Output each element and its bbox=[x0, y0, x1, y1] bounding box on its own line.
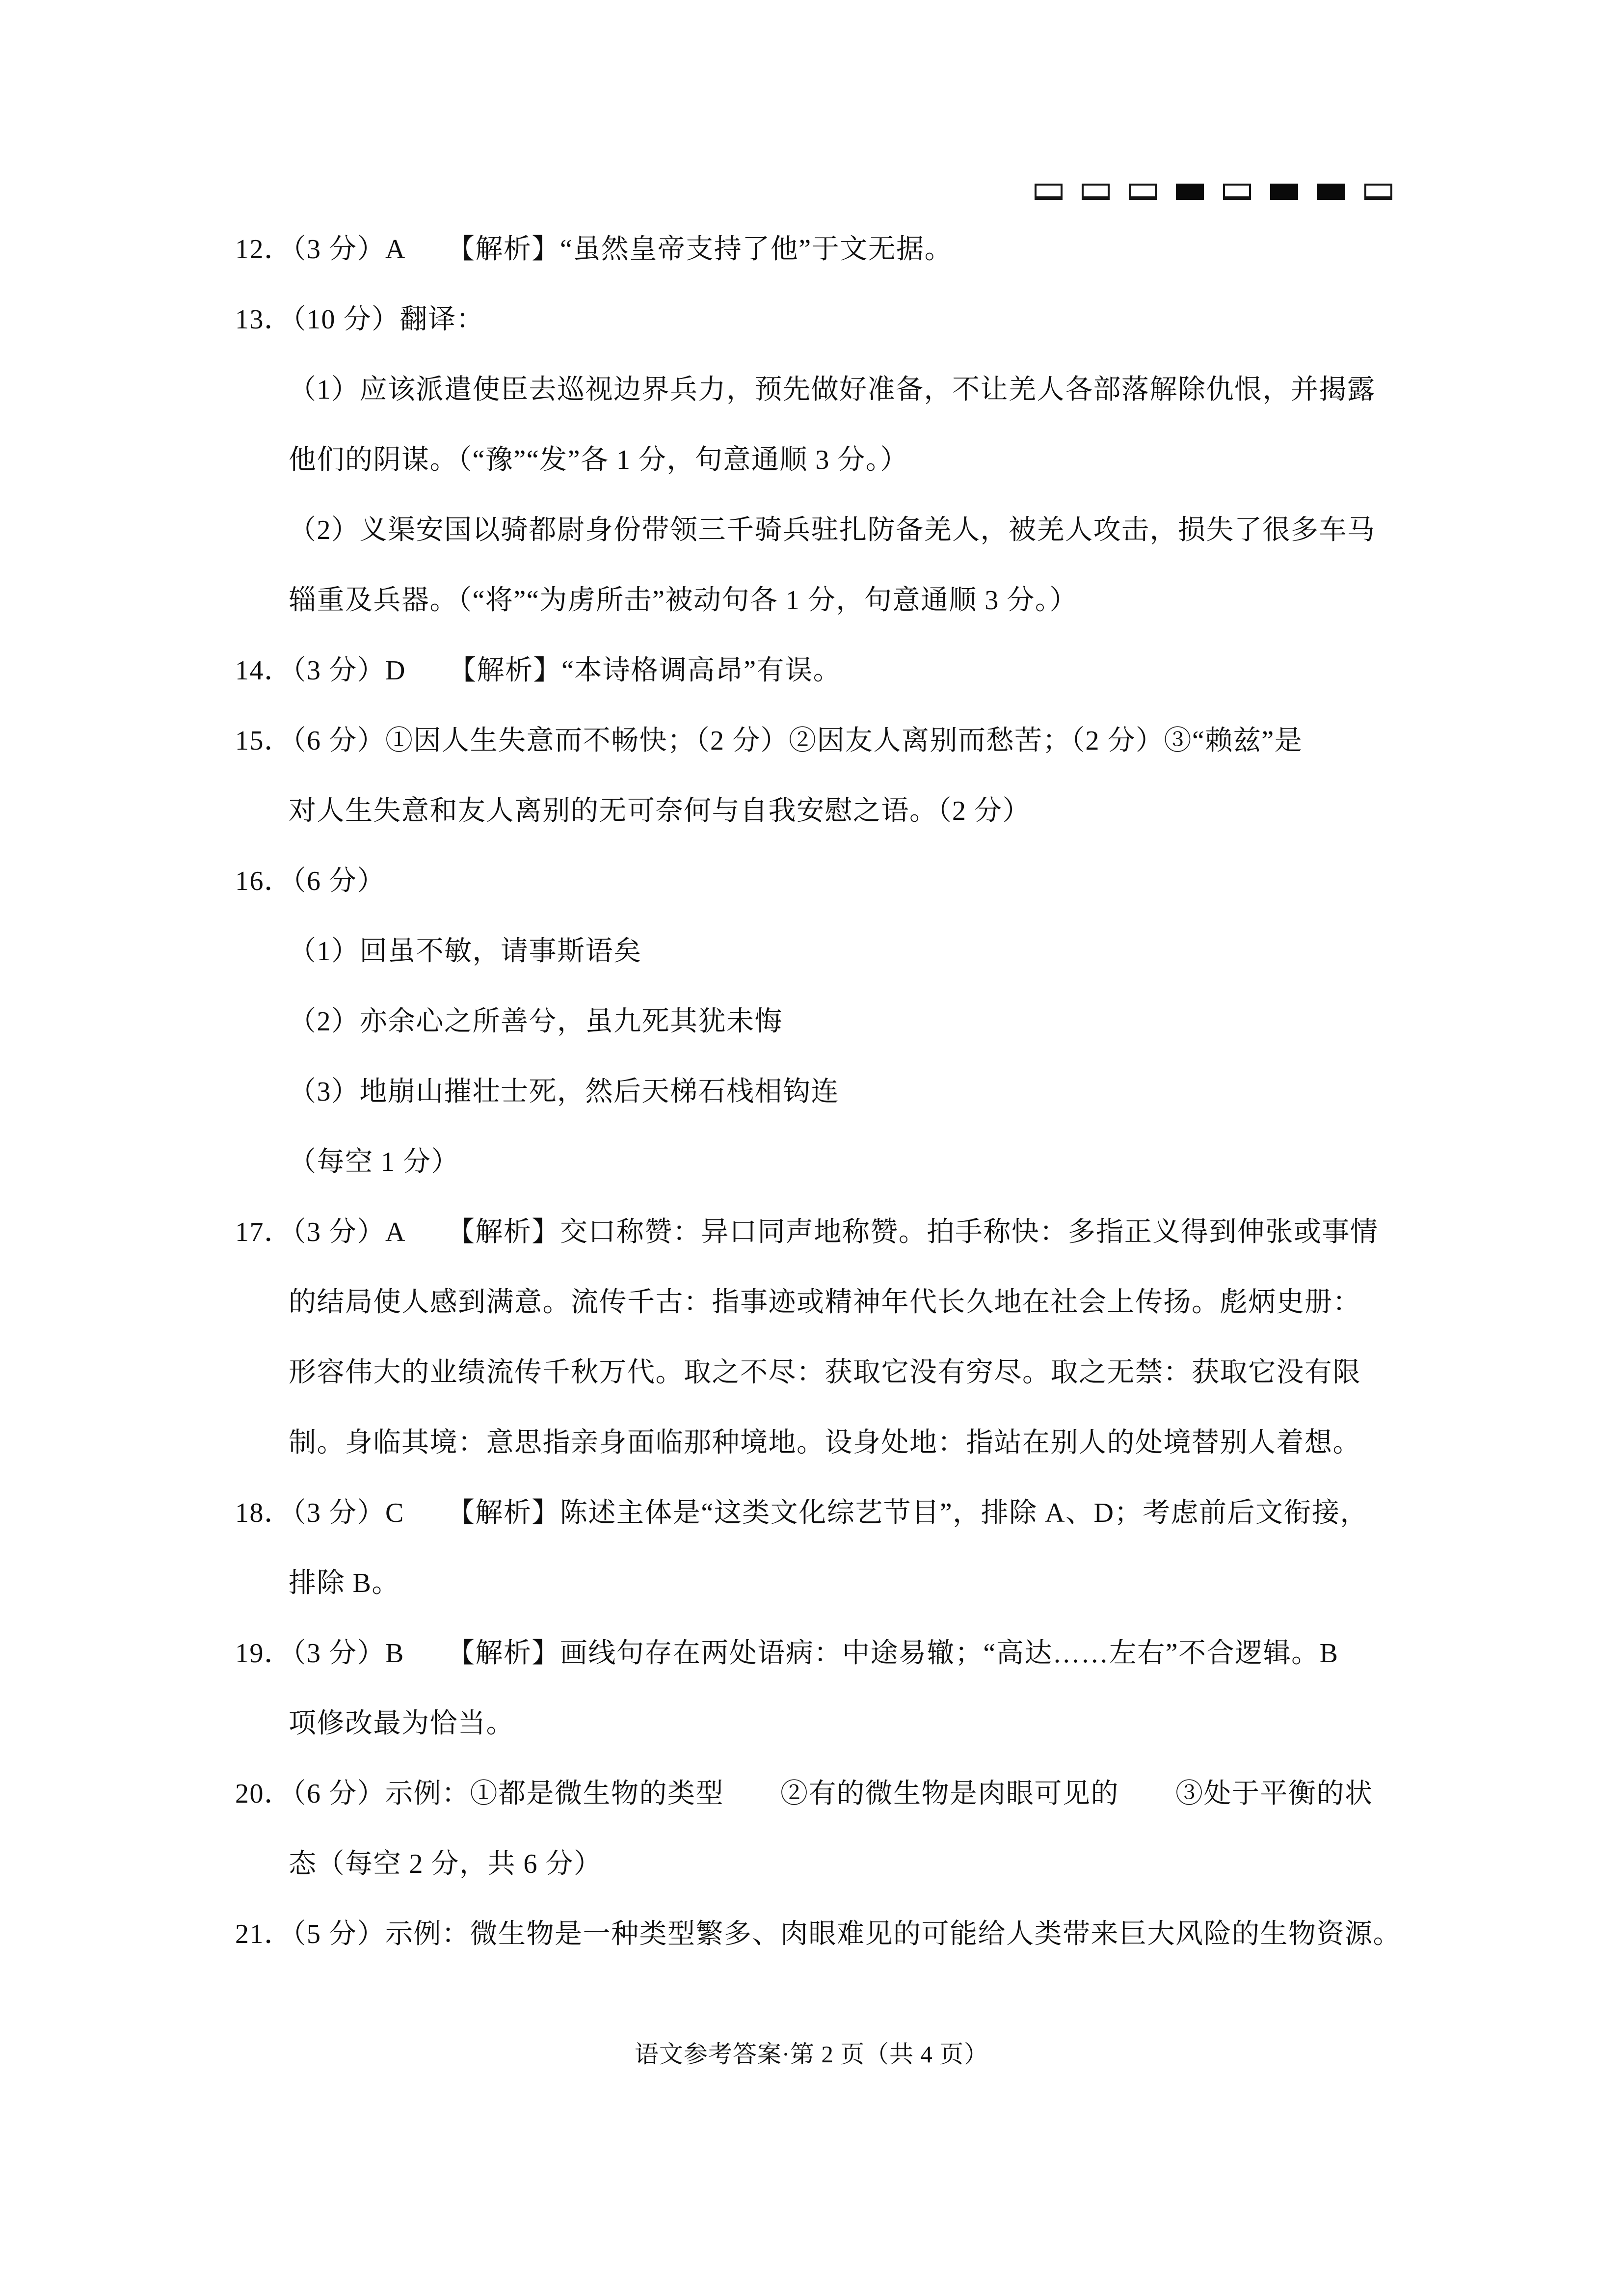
answer-12: 12．（3 分）A 【解析】“虽然皇帝支持了他”于文无据。 bbox=[235, 234, 953, 265]
answer-19: 19．（3 分）B 【解析】画线句存在两处语病：中途易辙；“高达……左右”不合逻辑。B bbox=[235, 1638, 1339, 1669]
registration-square-2-outline bbox=[1082, 184, 1110, 200]
answer-13-part-1: （1）应该派遣使臣去巡视边界兵力，预先做好准备，不让羌人各部落解除仇恨，并揭露 bbox=[289, 375, 1376, 405]
answer-13-part-2: （2）义渠安国以骑都尉身份带领三千骑兵驻扎防备羌人，被羌人攻击，损失了很多车马 bbox=[289, 515, 1376, 545]
answer-18: 18．（3 分）C 【解析】陈述主体是“这类文化综艺节目”，排除 A、D；考虑前后文衔接， bbox=[235, 1498, 1368, 1528]
answer-13-part-2-cont: 辎重及兵器。（“将”“为虏所击”被动句各 1 分，句意通顺 3 分。） bbox=[289, 585, 1078, 616]
answer-17-cont-1: 的结局使人感到满意。流传千古：指事迹或精神年代长久地在社会上传扬。彪炳史册： bbox=[289, 1287, 1361, 1318]
answer-13-part-1-cont: 他们的阴谋。（“豫”“发”各 1 分，句意通顺 3 分。） bbox=[289, 445, 908, 475]
registration-square-1-outline bbox=[1035, 184, 1063, 200]
registration-square-5-outline bbox=[1223, 184, 1251, 200]
answer-17-cont-3: 制。身临其境：意思指亲身面临那种境地。设身处地：指站在别人的处境替别人着想。 bbox=[289, 1428, 1361, 1458]
answer-16-part-3: （3）地崩山摧壮士死，然后天梯石栈相钩连 bbox=[289, 1077, 839, 1107]
answer-13: 13．（10 分）翻译： bbox=[235, 304, 484, 335]
registration-square-4-filled bbox=[1176, 184, 1204, 200]
answer-16-part-2: （2）亦余心之所善兮，虽九死其犹未悔 bbox=[289, 1006, 783, 1037]
answer-15-cont: 对人生失意和友人离别的无可奈何与自我安慰之语。（2 分） bbox=[289, 796, 1031, 826]
answer-16-part-1: （1）回虽不敏，请事斯语矣 bbox=[289, 936, 642, 967]
answer-17: 17．（3 分）A 【解析】交口称赞：异口同声地称赞。拍手称快：多指正义得到伸张或事情 bbox=[235, 1217, 1379, 1247]
registration-marks bbox=[1035, 184, 1392, 200]
answer-14: 14．（3 分）D 【解析】“本诗格调高昂”有误。 bbox=[235, 655, 842, 686]
answer-17-cont-2: 形容伟大的业绩流传千秋万代。取之不尽：获取它没有穷尽。取之无禁：获取它没有限 bbox=[289, 1357, 1361, 1388]
registration-square-8-outline bbox=[1364, 184, 1392, 200]
answer-20-cont: 态（每空 2 分，共 6 分） bbox=[289, 1849, 602, 1879]
registration-square-3-outline bbox=[1129, 184, 1157, 200]
answer-21: 21．（5 分）示例：微生物是一种类型繁多、肉眼难见的可能给人类带来巨大风险的生物资源。 bbox=[235, 1919, 1401, 1949]
answer-16-note: （每空 1 分） bbox=[289, 1147, 459, 1177]
answer-15: 15．（6 分）①因人生失意而不畅快；（2 分）②因友人离别而愁苦；（2 分）③“赖兹”是 bbox=[235, 726, 1303, 756]
registration-square-6-filled bbox=[1270, 184, 1298, 200]
answer-20: 20．（6 分）示例：①都是微生物的类型 ②有的微生物是肉眼可见的 ③处于平衡的状 bbox=[235, 1779, 1373, 1809]
answer-lines bbox=[0, 215, 1623, 1970]
answer-16: 16．（6 分） bbox=[235, 866, 385, 896]
page-footer: 语文参考答案·第 2 页（共 4 页） bbox=[634, 2041, 989, 2068]
registration-square-7-filled bbox=[1317, 184, 1345, 200]
answer-18-cont: 排除 B。 bbox=[289, 1568, 400, 1598]
answer-19-cont: 项修改最为恰当。 bbox=[289, 1708, 514, 1739]
